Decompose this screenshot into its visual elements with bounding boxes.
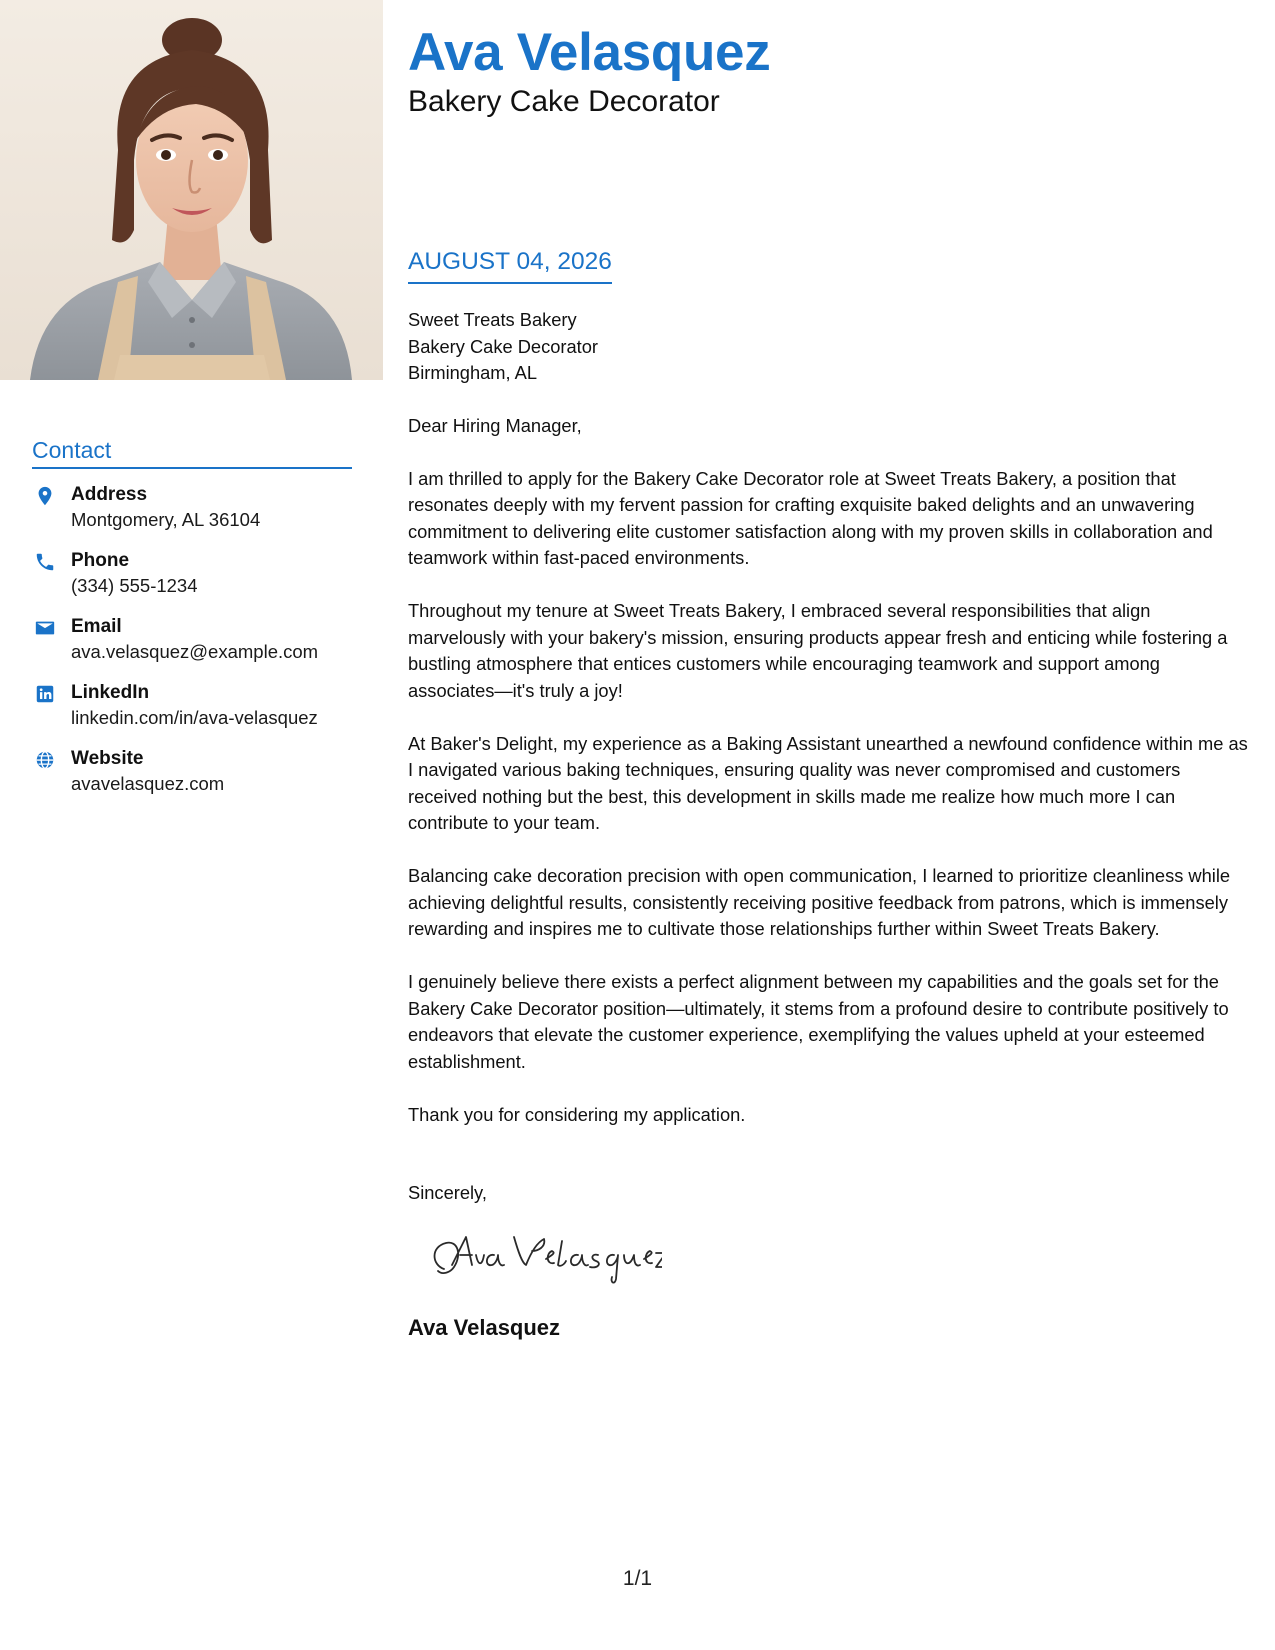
portrait-illustration xyxy=(0,0,383,380)
letter-paragraph: I genuinely believe there exists a perfect alignment between my capabilities and the goals set for the Bakery Cake Decorator position—ultimately, it stems from a profound desire to contribute positively to endeavors that elevate the customer experience, exemplifying the values upheld at your esteemed establishment. xyxy=(408,971,1229,1072)
letter-paragraph: At Baker's Delight, my experience as a Baking Assistant unearthed a newfound confidence within me as I navigated various baking techniques, ensuring quality was never compromised and customers received nothing but the best, this development in skills made me realize how much more I can contribute to your team. xyxy=(408,732,1248,833)
contact-address-label: Address xyxy=(71,484,148,505)
applicant-role: Bakery Cake Decorator xyxy=(408,85,720,118)
signer-name: Ava Velasquez xyxy=(408,1314,561,1340)
letter-paragraph: I am thrilled to apply for the Bakery Cake Decorator role at Sweet Treats Bakery, a position that resonates deeply with my fervent passion for crafting exquisite baked delights and an unwavering commitment to delivering elite customer satisfaction along with my proven skills in collaboration and teamwork within fast-paced environments. xyxy=(408,467,1213,568)
contact-linkedin-label: LinkedIn xyxy=(71,682,150,703)
recipient-company: Sweet Treats Bakery xyxy=(408,309,577,330)
recipient-block xyxy=(408,307,1248,387)
contact-address-value: Montgomery, AL 36104 xyxy=(71,509,261,530)
contact-linkedin-value[interactable]: linkedin.com/in/ava-velasquez xyxy=(71,707,318,728)
contact-address xyxy=(32,483,352,532)
contact-section xyxy=(32,437,352,813)
signature-image xyxy=(422,1225,662,1295)
salutation: Dear Hiring Manager, xyxy=(408,414,582,436)
letter-body xyxy=(408,307,1248,1341)
letter-date: AUGUST 04, 2026 xyxy=(408,247,612,284)
profile-photo xyxy=(0,0,383,380)
contact-email-label: Email xyxy=(71,616,122,637)
contact-phone xyxy=(32,549,352,598)
thanks-line: Thank you for considering my application. xyxy=(408,1103,746,1125)
contact-linkedin xyxy=(32,681,352,730)
contact-website-label: Website xyxy=(71,748,144,769)
page-number: 1/1 xyxy=(622,1567,653,1590)
contact-website xyxy=(32,747,352,796)
letter-paragraph: Throughout my tenure at Sweet Treats Bakery, I embraced several responsibilities that align marvelously with your bakery's mission, ensuring products appear fresh and enticing while fostering a bustling atmosphere that entices customers while encouraging teamwork and support among associates—it's truly a joy! xyxy=(408,600,1228,701)
envelope-icon xyxy=(34,617,56,639)
phone-icon xyxy=(34,551,56,573)
map-pin-icon xyxy=(34,485,56,507)
globe-icon xyxy=(34,749,56,771)
recipient-location: Birmingham, AL xyxy=(408,362,538,383)
contact-email xyxy=(32,615,352,664)
closing: Sincerely, xyxy=(408,1182,487,1203)
linkedin-icon xyxy=(34,683,56,705)
contact-email-value[interactable]: ava.velasquez@example.com xyxy=(71,641,319,662)
contact-website-value[interactable]: avavelasquez.com xyxy=(71,773,225,794)
contact-heading: Contact xyxy=(32,437,352,469)
handwritten-signature xyxy=(422,1225,1248,1295)
recipient-position: Bakery Cake Decorator xyxy=(408,335,598,357)
contact-phone-label: Phone xyxy=(71,550,130,571)
applicant-name: Ava Velasquez xyxy=(408,23,771,82)
letter-paragraph: Balancing cake decoration precision with open communication, I learned to prioritize cleanliness while achieving delightful results, consistently receiving positive feedback from patrons, which is immensely rewarding and inspires me to cultivate those relationships further within Sweet Treats Bakery. xyxy=(408,865,1231,939)
contact-phone-value: (334) 555-1234 xyxy=(71,575,198,596)
